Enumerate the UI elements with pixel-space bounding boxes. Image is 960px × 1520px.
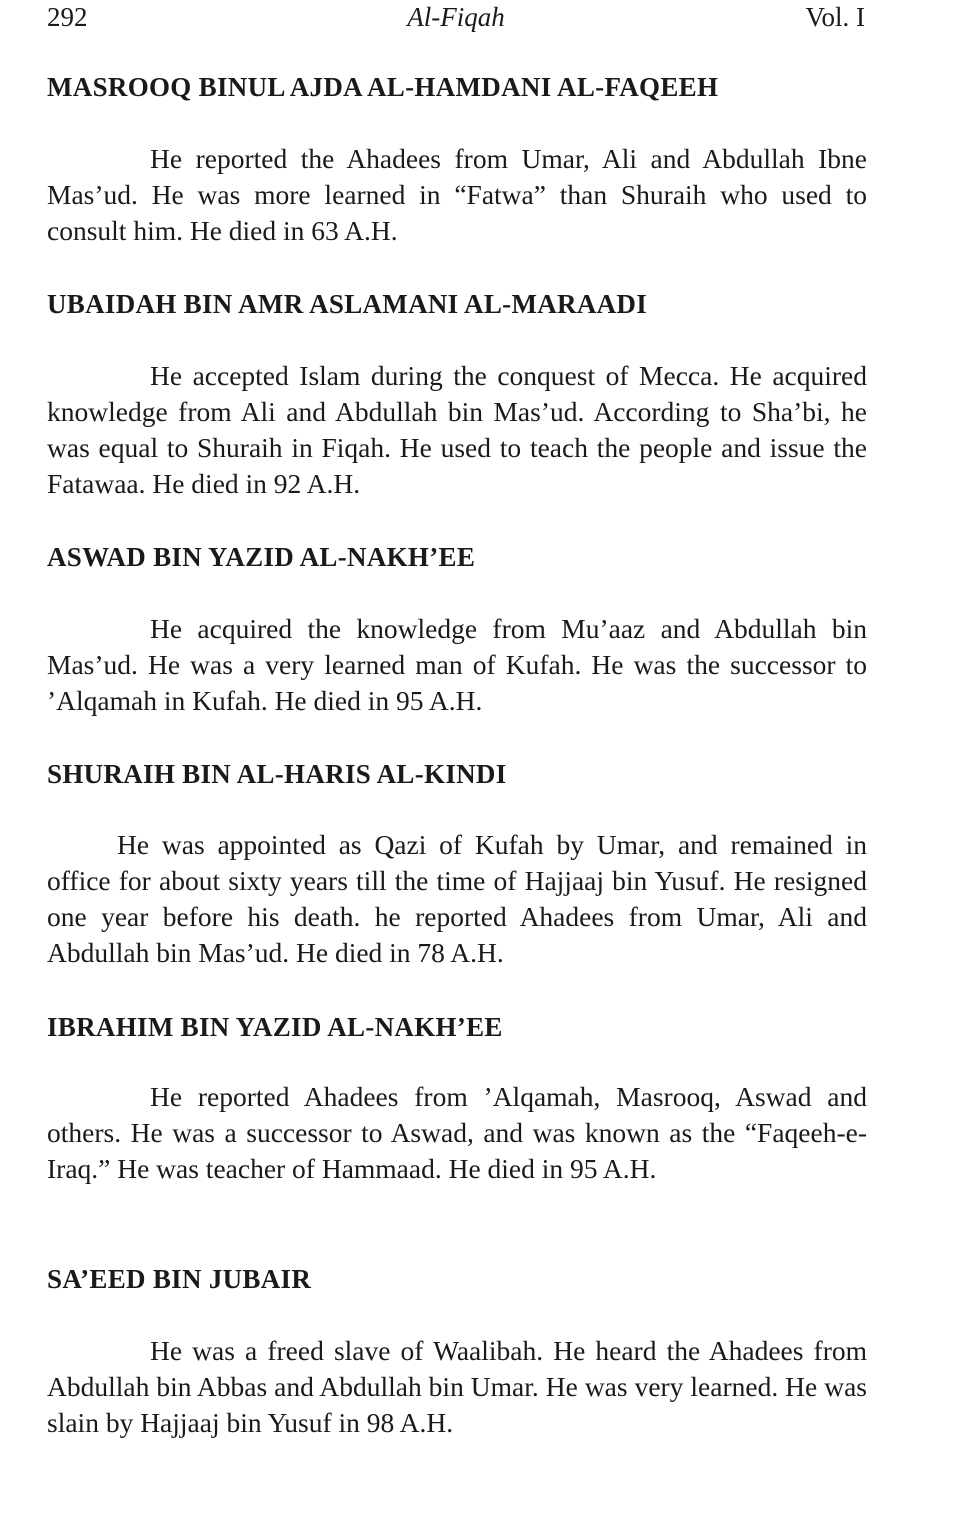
page-header: [47, 0, 865, 40]
section-text-aswad: He acquired the knowledge from Mu’aaz and Abdullah bin Mas’ud. He was a very learned man of Kufah. He was the successor to ’Alqamah in Kufah. He died in 95 A.H.: [47, 613, 867, 716]
book-title: Al-Fiqah: [407, 2, 505, 32]
section-text-masrooq: He reported the Ahadees from Umar, Ali and Abdullah Ibne Mas’ud. He was more learned in “Fatwa” than Shuraih who used to consult him. He died in 63 A.H.: [47, 143, 867, 246]
section-text-shuraih: He was appointed as Qazi of Kufah by Umar, and remained in office for about sixty years till the time of Hajjaaj bin Yusuf. He resigned one year before his death. he reported Ahadees from Umar, Ali and Abdullah bin Mas’ud. He died in 78 A.H.: [47, 829, 867, 968]
section-heading-ibrahim: IBRAHIM BIN YAZID AL-NAKH’EE: [47, 1012, 503, 1042]
section-text-ubaidah: He accepted Islam during the conquest of Mecca. He acquired knowledge from Ali and Abdullah bin Mas’ud. According to Sha’bi, he was equal to Shuraih in Fiqah. He used to teach the people and issue the Fatawaa. He died in 92 A.H.: [47, 360, 867, 499]
section-heading-aswad: ASWAD BIN YAZID AL-NAKH’EE: [47, 542, 476, 572]
section-text-saeed: He was a freed slave of Waalibah. He heard the Ahadees from Abdullah bin Abbas and Abdullah bin Umar. He was very learned. He was slain by Hajjaaj bin Yusuf in 98 A.H.: [47, 1335, 867, 1438]
section-heading-masrooq: MASROOQ BINUL AJDA AL-HAMDANI AL-FAQEEH: [47, 72, 719, 102]
section-heading-saeed: SA’EED BIN JUBAIR: [47, 1264, 312, 1294]
volume-label: Vol. I: [805, 2, 865, 32]
section-text-ibrahim: He reported Ahadees from ’Alqamah, Masrooq, Aswad and others. He was a successor to Aswad, and was known as the “Faqeeh-e-Iraq.” He was teacher of Hammaad. He died in 95 A.H.: [47, 1081, 867, 1184]
section-heading-shuraih: SHURAIH BIN AL-HARIS AL-KINDI: [47, 759, 507, 789]
page-number: 292: [47, 2, 88, 32]
section-heading-ubaidah: UBAIDAH BIN AMR ASLAMANI AL-MARAADI: [47, 289, 648, 319]
